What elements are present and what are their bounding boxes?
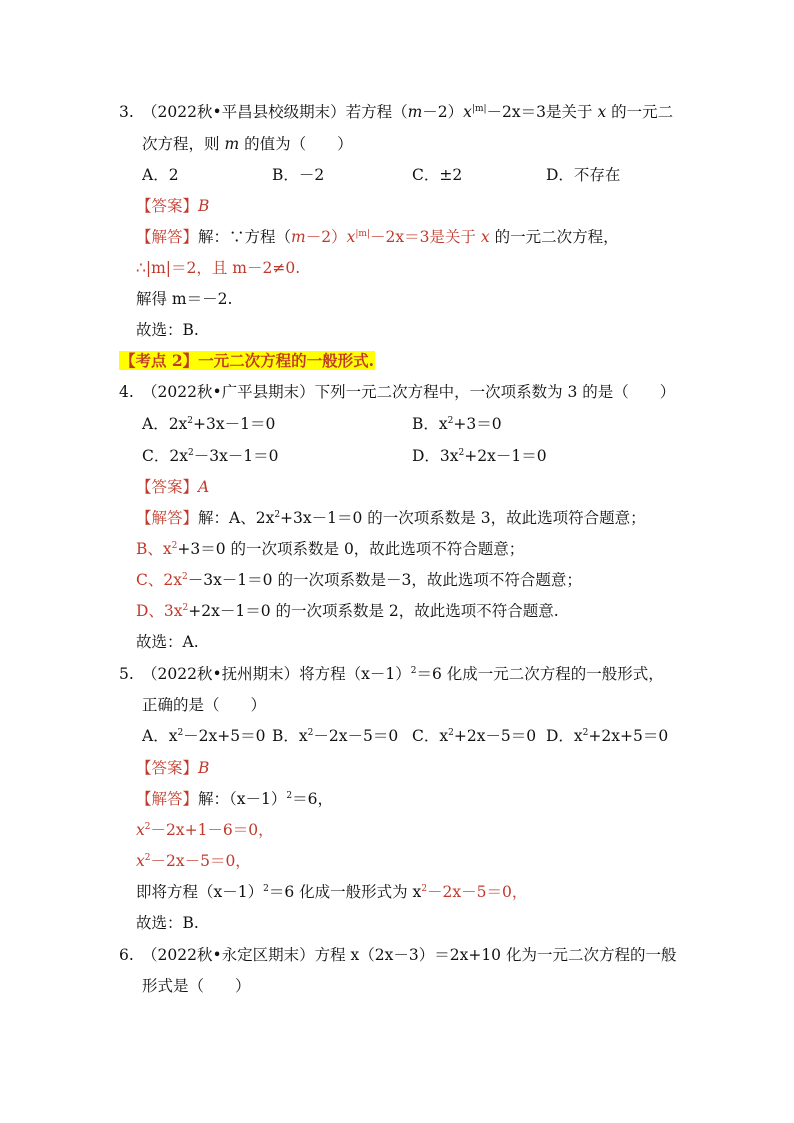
square-exponent: 2	[274, 510, 281, 520]
q5-explanation-line2	[136, 820, 274, 840]
q5-option-d-part: +2x+5＝0	[588, 727, 669, 745]
q5-option-b-part: －2x－5＝0	[313, 727, 399, 745]
q4-explanation-line4	[136, 601, 559, 621]
q5-choose: 故选：B.	[136, 914, 199, 932]
explanation-label: 【解答】	[136, 790, 199, 808]
q4-choose: 故选：A.	[136, 633, 199, 651]
answer-label: 【答案】	[136, 197, 199, 215]
q4-option-a-part: +3x－1＝0	[193, 415, 276, 433]
square-exponent: 2	[447, 416, 454, 426]
square-exponent: 2	[410, 666, 417, 676]
q4-expl-part: +2x－1＝0 的一次项系数是 2，故此选项不符合题意.	[188, 602, 559, 620]
q4-option-c-part: C．2x	[142, 447, 188, 465]
square-exponent: 2	[144, 853, 151, 863]
q3-option-b: B．－2	[272, 166, 325, 184]
q5-stem-line2: 正确的是（ ）	[142, 696, 267, 714]
q5-expl-part: －2x+1－6＝0，	[150, 821, 274, 839]
q5-expl-part: 即将方程（x－1）	[136, 883, 264, 901]
q4-expl-part: B、x	[136, 540, 172, 558]
q3-var-m: m	[224, 135, 240, 153]
q5-option-b-part: B．x	[272, 727, 308, 745]
q6-stem-line1: （2022秋•永定区期末）方程 x（2x－3）＝2x+10 化为一元二次方程的一般	[142, 946, 677, 964]
q5-expl-part: ＝6 化成一般形式为 x	[268, 883, 422, 901]
q5-option-c-part: +2x－5＝0	[453, 727, 537, 745]
q3-expl-part: －2x＝3是关于	[369, 228, 476, 246]
q3-var-m: m	[407, 103, 423, 121]
q4-option-d	[412, 446, 547, 466]
explanation-label: 【解答】	[136, 509, 199, 527]
q5-number: 5.	[119, 665, 134, 683]
q3-var-m: m	[291, 228, 306, 246]
q5-option-d-part: D．x	[546, 727, 583, 745]
q3-option-d: D．不存在	[546, 166, 621, 184]
q3-number: 3.	[119, 103, 134, 121]
q3-expl-part: 的一元二次方程，	[494, 228, 619, 246]
square-exponent: 2	[458, 448, 465, 458]
q5-explanation-line1	[136, 789, 333, 809]
square-exponent: 2	[187, 416, 194, 426]
q4-option-a-part: A．2x	[142, 415, 188, 433]
q4-option-d-part: D．3x	[412, 447, 459, 465]
q3-var-x: x	[597, 103, 607, 121]
q3-option-a: A．2	[142, 166, 179, 184]
q5-option-d	[546, 726, 668, 746]
q3-exponent: |m|	[355, 229, 370, 239]
q3-answer	[136, 196, 209, 216]
q3-stem-part: －2x＝3是关于	[486, 103, 593, 121]
q3-answer-value: B	[198, 197, 210, 215]
q4-expl-part: －3x－1＝0 的一次项系数是－3，故此选项不符合题意；	[187, 571, 582, 589]
q3-stem-line1	[142, 102, 673, 122]
square-exponent: 2	[187, 448, 194, 458]
q5-explanation-line4	[136, 882, 527, 902]
q5-expl-part: x	[136, 852, 145, 870]
square-exponent: 2	[171, 541, 178, 551]
q3-exponent: |m|	[471, 104, 487, 114]
answer-label: 【答案】	[136, 478, 199, 496]
q3-stem-part: 的一元二	[611, 103, 674, 121]
q5-expl-part: x	[136, 821, 145, 839]
q3-stem-part: 的值为（ ）	[244, 135, 353, 153]
q4-stem: （2022秋•广平县期末）下列一元二次方程中，一次项系数为 3 的是（ ）	[142, 383, 676, 401]
explanation-label: 【解答】	[136, 228, 199, 246]
q4-option-d-part: +2x－1＝0	[464, 447, 547, 465]
square-exponent: 2	[177, 728, 184, 738]
q3-explanation-line3: 解得 m＝－2.	[136, 290, 233, 308]
q5-stem-part: （2022秋•抚州期末）将方程（x－1）	[142, 665, 411, 683]
q4-explanation-line2	[136, 539, 524, 559]
q3-explanation-line1	[136, 227, 619, 247]
q5-expl-part: －2x－5＝0，	[150, 852, 251, 870]
square-exponent: 2	[144, 822, 151, 832]
square-exponent: 2	[421, 884, 428, 894]
q5-option-b	[272, 726, 398, 746]
q4-explanation-line3	[136, 570, 582, 590]
q4-option-c-part: －3x－1＝0	[193, 447, 279, 465]
q3-var-x: x	[346, 228, 356, 246]
q4-expl-part: D、3x	[136, 602, 183, 620]
square-exponent: 2	[181, 572, 188, 582]
q4-option-b-part: +3＝0	[453, 415, 502, 433]
q5-expl-part: ＝6，	[292, 790, 333, 808]
q5-expl-part: －2x－5＝0，	[427, 883, 528, 901]
q5-answer-value: B	[198, 759, 210, 777]
q3-stem-part: －2）	[422, 103, 464, 121]
q6-stem-line2: 形式是（ ）	[142, 977, 251, 995]
q4-answer-value: A	[198, 478, 210, 496]
q5-option-a-part: A．x	[142, 727, 178, 745]
square-exponent: 2	[286, 791, 293, 801]
q3-stem-part: （2022秋•平昌县校级期末）若方程（	[142, 103, 408, 121]
q6-number: 6.	[119, 946, 134, 964]
square-exponent: 2	[582, 728, 589, 738]
q4-option-b-part: B．x	[412, 415, 448, 433]
square-exponent: 2	[307, 728, 314, 738]
q4-expl-part: +3＝0 的一次项系数是 0，故此选项不符合题意；	[177, 540, 525, 558]
q3-expl-part: 解：∵方程（	[198, 228, 292, 246]
q5-stem-part: ＝6 化成一元二次方程的一般形式，	[416, 665, 664, 683]
q3-option-c: C．±2	[412, 166, 463, 184]
section-heading	[119, 351, 375, 371]
square-exponent: 2	[182, 603, 189, 613]
q4-number: 4.	[119, 383, 134, 401]
q5-option-c-part: C．x	[412, 727, 449, 745]
square-exponent: 2	[448, 728, 454, 738]
answer-label: 【答案】	[136, 759, 199, 777]
q3-var-x: x	[480, 228, 490, 246]
q3-expl-part: －2）	[305, 228, 347, 246]
section-heading-text: 【考点 2】一元二次方程的一般形式.	[120, 351, 375, 370]
q5-option-a-part: －2x+5＝0	[183, 727, 266, 745]
q4-expl-part: 解：A、2x	[198, 509, 275, 527]
q3-choose: 故选：B.	[136, 321, 199, 339]
q5-answer	[136, 758, 209, 778]
q4-option-b	[412, 414, 502, 434]
q4-explanation-line1	[136, 508, 646, 528]
q3-stem-part: 次方程，则	[142, 135, 220, 153]
square-exponent: 2	[263, 884, 269, 894]
q4-expl-part: +3x－1＝0 的一次项系数是 3，故此选项符合题意；	[280, 509, 646, 527]
q3-var-x: x	[463, 103, 472, 121]
q5-option-c	[412, 726, 536, 746]
q5-stem-line1	[142, 664, 664, 684]
q5-explanation-line3	[136, 851, 251, 871]
q5-expl-part: 解：（x－1）	[198, 790, 287, 808]
q3-explanation-line2: ∴|m|＝2，且 m－2≠0.	[136, 259, 301, 277]
q5-option-a	[142, 726, 266, 746]
q4-option-a	[142, 414, 275, 434]
q4-option-c	[142, 446, 279, 466]
q4-answer	[136, 477, 209, 497]
q4-expl-part: C、2x	[136, 571, 182, 589]
q3-stem-line2	[142, 134, 353, 154]
